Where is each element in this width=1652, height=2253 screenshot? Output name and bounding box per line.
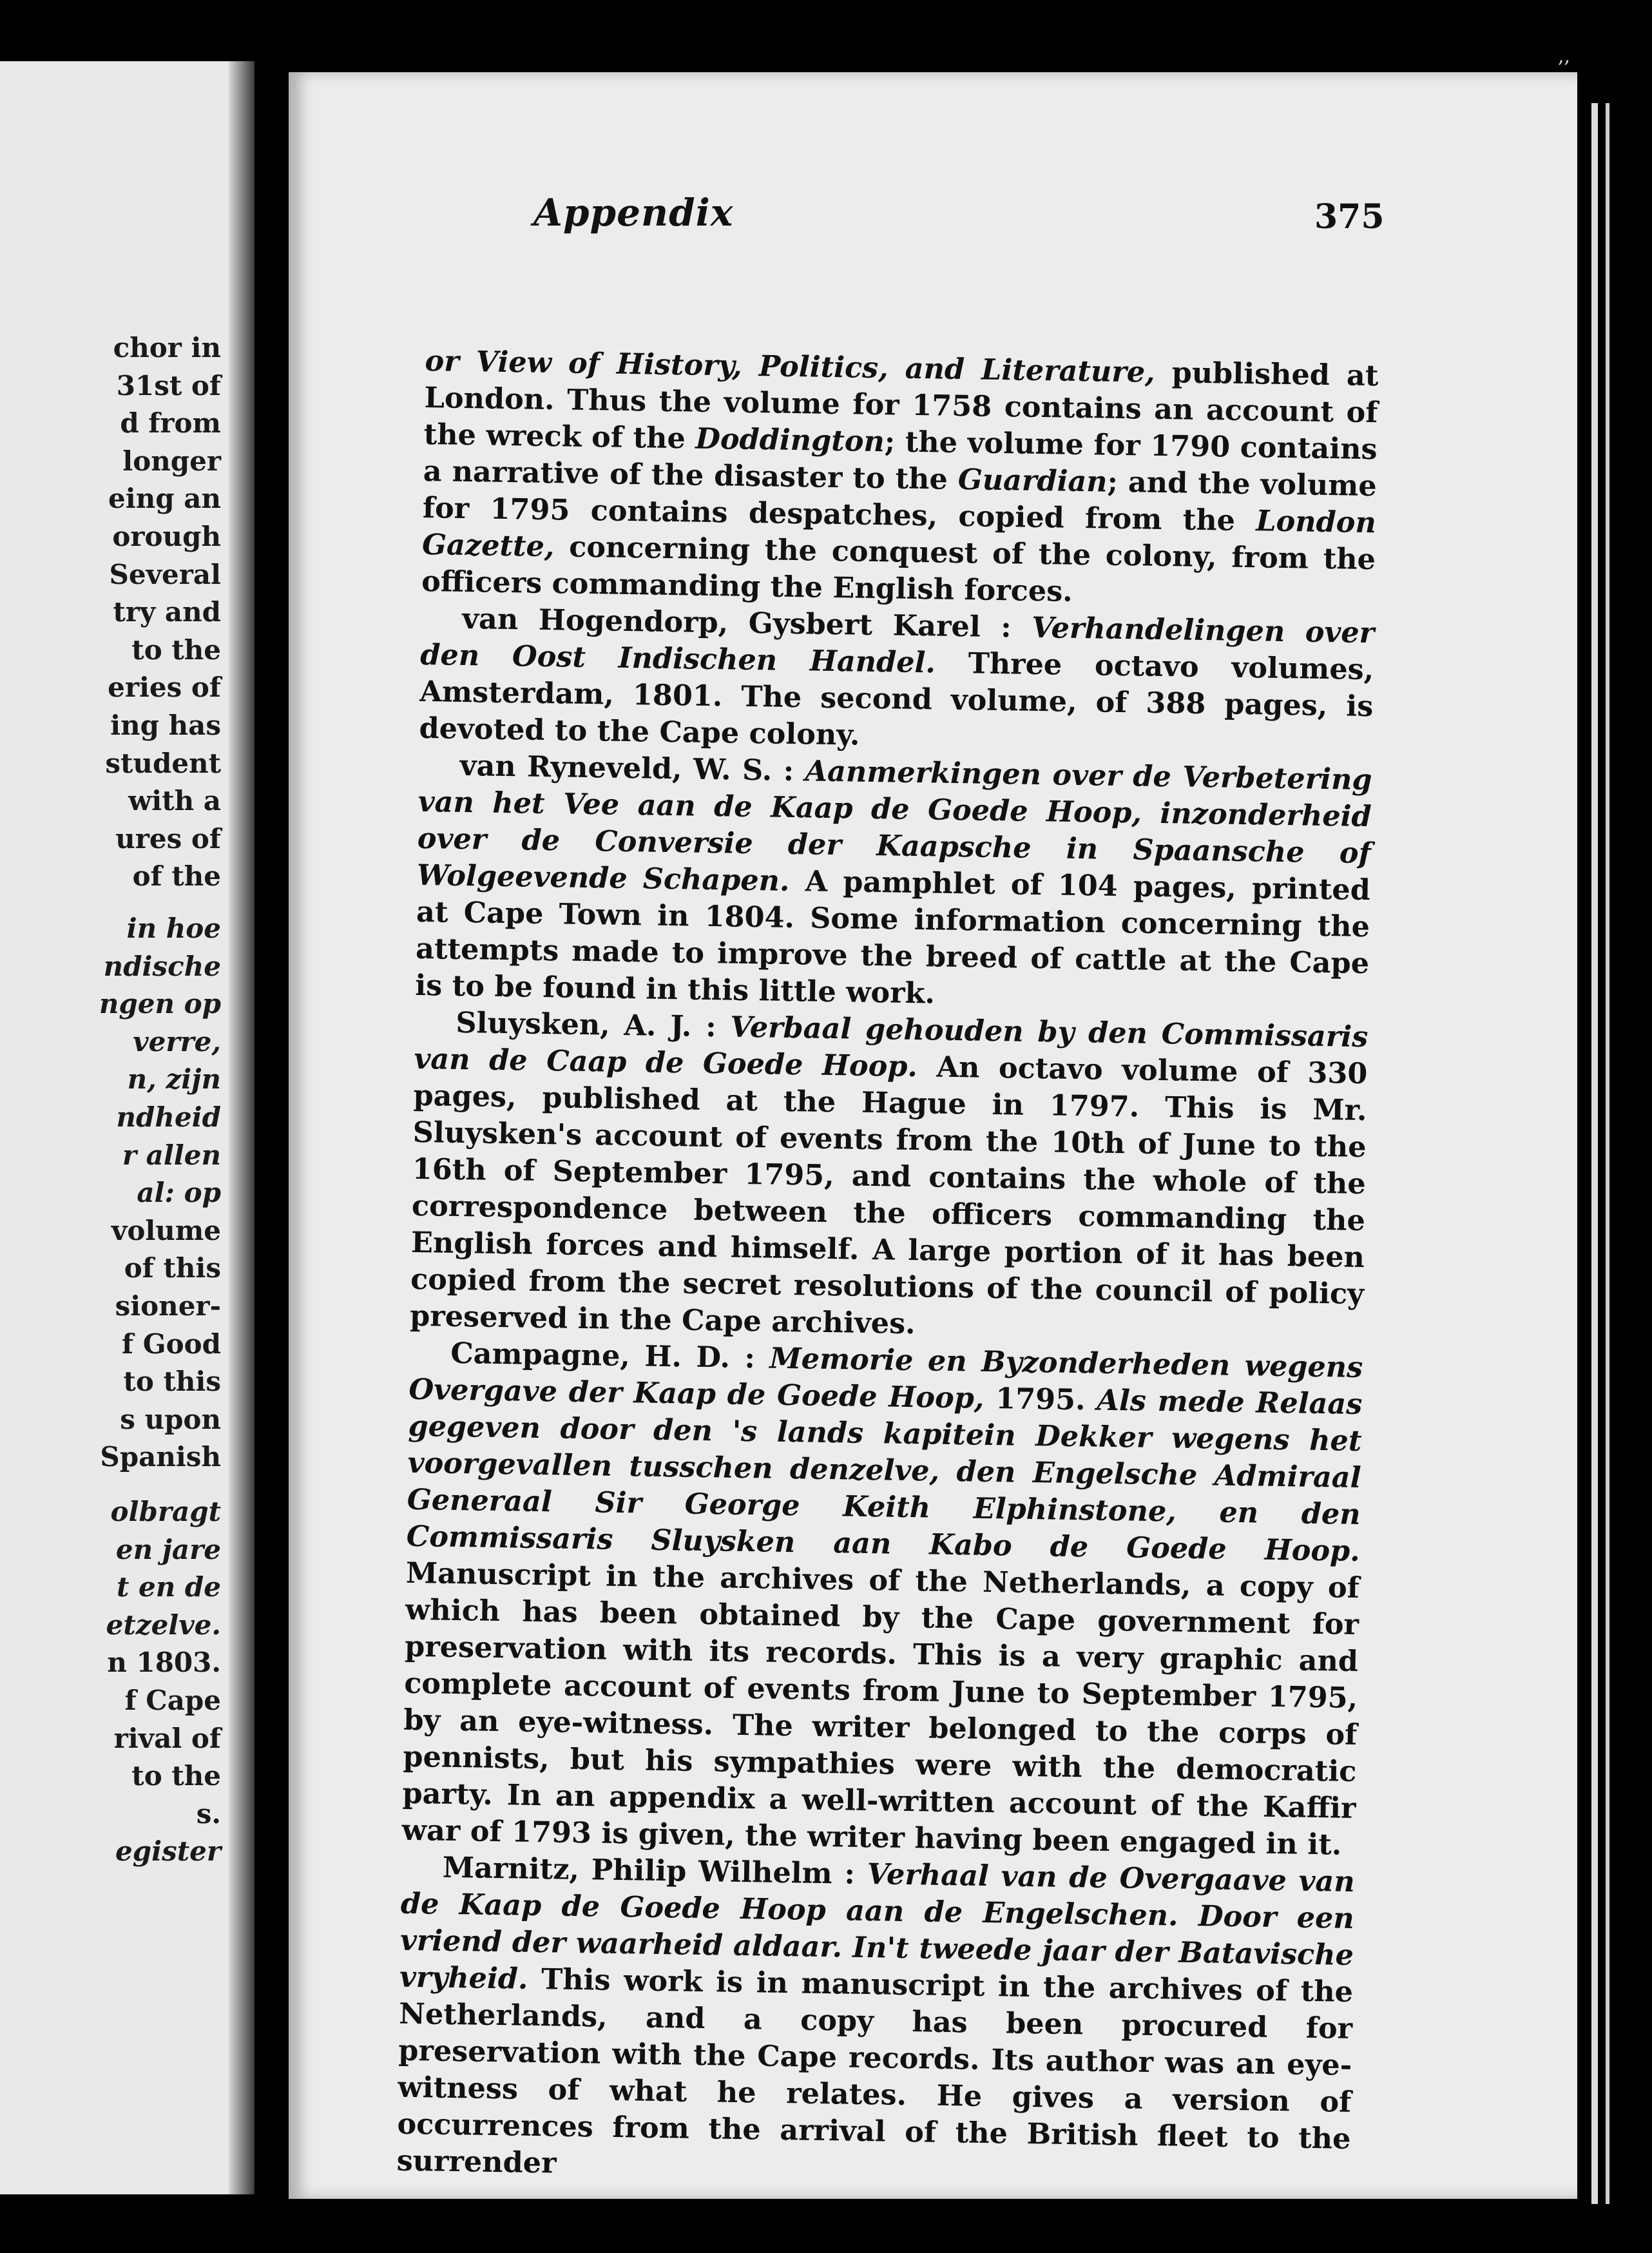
facing-page-line: egister bbox=[115, 1835, 221, 1868]
facing-page-line: en jare bbox=[115, 1533, 221, 1565]
italic-title: London Gazette, bbox=[421, 504, 1377, 564]
bibliography-entry bbox=[401, 1335, 1363, 1864]
book-gutter-shadow bbox=[229, 61, 255, 2194]
facing-page-line: of the bbox=[132, 860, 221, 893]
facing-page-line: to the bbox=[131, 633, 221, 666]
facing-page-line: olbragt bbox=[110, 1496, 221, 1527]
work-subtitle: Als mede Relaas gegeven door den 's lands kapitein Dekker wegens het voorgevallen tusschen denzelve, den Engelsche Admiraal Generaal Sir George Keith Elphinstone, en den Commissaris Sluysken aan Kabo de Goede Hoop. bbox=[406, 1383, 1363, 1569]
running-header: Appendix bbox=[533, 191, 734, 235]
body-text bbox=[396, 343, 1379, 2194]
facing-page-line: longer bbox=[122, 445, 221, 477]
scan-speck: ,, bbox=[1558, 45, 1571, 68]
facing-page-line: n 1803. bbox=[107, 1647, 221, 1679]
work-title: Verhaal van de Overgaave van de Kaap de Goede Hoop aan de Engelschen. Door een vriend der waarheid aldaar. In't tweede jaar der Batavische vryheid. bbox=[399, 1857, 1356, 1996]
bibliography-entry bbox=[396, 1849, 1355, 2194]
entry-description: An octavo volume of 330 pages, published at the Hague in 1797. This is Mr. Sluysken's account of events from the 10th of June to the 16th of September 1795, and contains the whole of the correspondence between the officers commanding the English forces and himself. A large portion of it has been copied from the secret resolutions of the council of policy preserved in the Cape archives. bbox=[409, 1050, 1368, 1341]
facing-page-line: ures of bbox=[115, 822, 221, 855]
facing-page-line: ngen op bbox=[99, 988, 221, 1020]
bibliography-entry bbox=[410, 1004, 1369, 1349]
entry-description: Three octavo volumes, Amsterdam, 1801. The second volume, of 388 pages, is devoted to the Cape colony. bbox=[419, 646, 1374, 752]
facing-page-line: volume bbox=[111, 1214, 221, 1246]
author: van Ryneveld, W. S. : bbox=[459, 748, 806, 788]
text-run: published at London. Thus the volume for 1758 contains an account of the wreck of the bbox=[423, 355, 1379, 456]
author: van Hogendorp, Gysbert Karel : bbox=[461, 601, 1032, 644]
bibliography-entry bbox=[415, 747, 1372, 1019]
facing-page-line: to the bbox=[131, 1760, 221, 1792]
paragraph bbox=[421, 343, 1379, 615]
facing-page-line: of this bbox=[124, 1252, 221, 1284]
facing-page-line: student bbox=[105, 747, 221, 779]
work-title: Aanmerkingen over de Verbetering van het Vee aan de Kaap de Goede Hoop, inzonderheid over de Conversie der Kaapsche in Spaansche of Wolgeevende Schapen. bbox=[416, 754, 1372, 898]
facing-page-line: rival of bbox=[113, 1722, 221, 1754]
facing-page-line: n, zijn bbox=[127, 1063, 221, 1096]
facing-page-line: in hoe bbox=[126, 913, 221, 944]
italic-title: Guardian bbox=[957, 463, 1108, 499]
entry-description: Manuscript in the archives of the Netherlands, a copy of which has been obtained by the Cape government for preservation with its records. This is a very graphic and complete account of events from June to September 1795, by an eye-witness. The writer belonged to the corps of pennists, but his sympathies were with the democratic party. In an appendix a well-written account of the Kaffir war of 1793 is given, the writer having been engaged in it. bbox=[401, 1556, 1360, 1862]
facing-page-line: Spanish bbox=[100, 1441, 221, 1473]
italic-title: Doddington bbox=[695, 421, 885, 459]
facing-page-line: al: op bbox=[137, 1177, 221, 1209]
facing-page-line: sioner- bbox=[115, 1290, 221, 1322]
facing-page-line: ing has bbox=[110, 710, 221, 741]
facing-page-line: r allen bbox=[122, 1139, 221, 1171]
facing-page-line: etzelve. bbox=[106, 1609, 221, 1641]
italic-title: or View of History, Politics, and Literature, bbox=[425, 343, 1156, 389]
bibliography-entry bbox=[419, 600, 1374, 762]
work-title: Verbaal gehouden by den Commissaris van de Caap de Goede Hoop. bbox=[414, 1010, 1369, 1084]
page-edge-stack bbox=[1606, 103, 1609, 2204]
facing-page-line: s. bbox=[196, 1797, 221, 1830]
facing-page-line: Several bbox=[109, 558, 221, 590]
facing-page-line: ndische bbox=[103, 950, 221, 982]
facing-page-line: 31st of bbox=[116, 369, 221, 401]
facing-page-line: d from bbox=[120, 407, 221, 440]
text-run: ; and the volume for 1795 contains despatches, copied from the bbox=[422, 465, 1378, 538]
facing-page-line: try and bbox=[113, 596, 221, 628]
facing-page bbox=[0, 61, 255, 2194]
facing-page-line: chor in bbox=[113, 332, 221, 363]
facing-page-line: s upon bbox=[120, 1403, 221, 1435]
author: Sluysken, A. J. : bbox=[456, 1005, 731, 1044]
page-number: 375 bbox=[1314, 197, 1385, 237]
entry-description: This work is in manuscript in the archives of the Netherlands, and a copy has been procured for preservation with the Cape records. Its author was an eye-witness of what he relates. He gives a version of occurrences from the arrival of the British fleet to the surrender bbox=[396, 1962, 1354, 2180]
facing-page-line: t en de bbox=[117, 1571, 221, 1603]
work-title: Memorie en Byzonderheden wegens Overgave der Kaap de Goede Hoop, bbox=[408, 1341, 1363, 1415]
entry-description: A pamphlet of 104 pages, printed at Cape Town in 1804. Some information concerning the attempts made to improve the breed of cattle at the Cape is to be found in this little work. bbox=[414, 864, 1371, 1010]
facing-page-line: eries of bbox=[108, 672, 221, 704]
facing-page-line: orough bbox=[112, 521, 221, 552]
author: Campagne, H. D. : bbox=[450, 1336, 770, 1375]
facing-page-line: verre, bbox=[133, 1025, 221, 1058]
text-run: concerning the conquest of the colony, from the officers commanding the English forces. bbox=[421, 530, 1376, 608]
text-run: ; the volume for 1790 contains a narrative of the disaster to the bbox=[423, 425, 1378, 497]
text-run: 1795. bbox=[983, 1381, 1097, 1417]
facing-page-line: f Cape bbox=[124, 1685, 221, 1716]
facing-page-line: ndheid bbox=[116, 1101, 221, 1133]
author: Marnitz, Philip Wilhelm : bbox=[442, 1850, 868, 1891]
work-title: Verhandelingen over den Oost Indischen Handel. bbox=[419, 610, 1375, 680]
facing-page-line: eing an bbox=[108, 483, 221, 515]
page-edge-stack bbox=[1591, 103, 1598, 2204]
facing-page-line: f Good bbox=[122, 1328, 221, 1360]
facing-page-line: to this bbox=[123, 1366, 221, 1398]
facing-page-line: with a bbox=[128, 785, 221, 817]
